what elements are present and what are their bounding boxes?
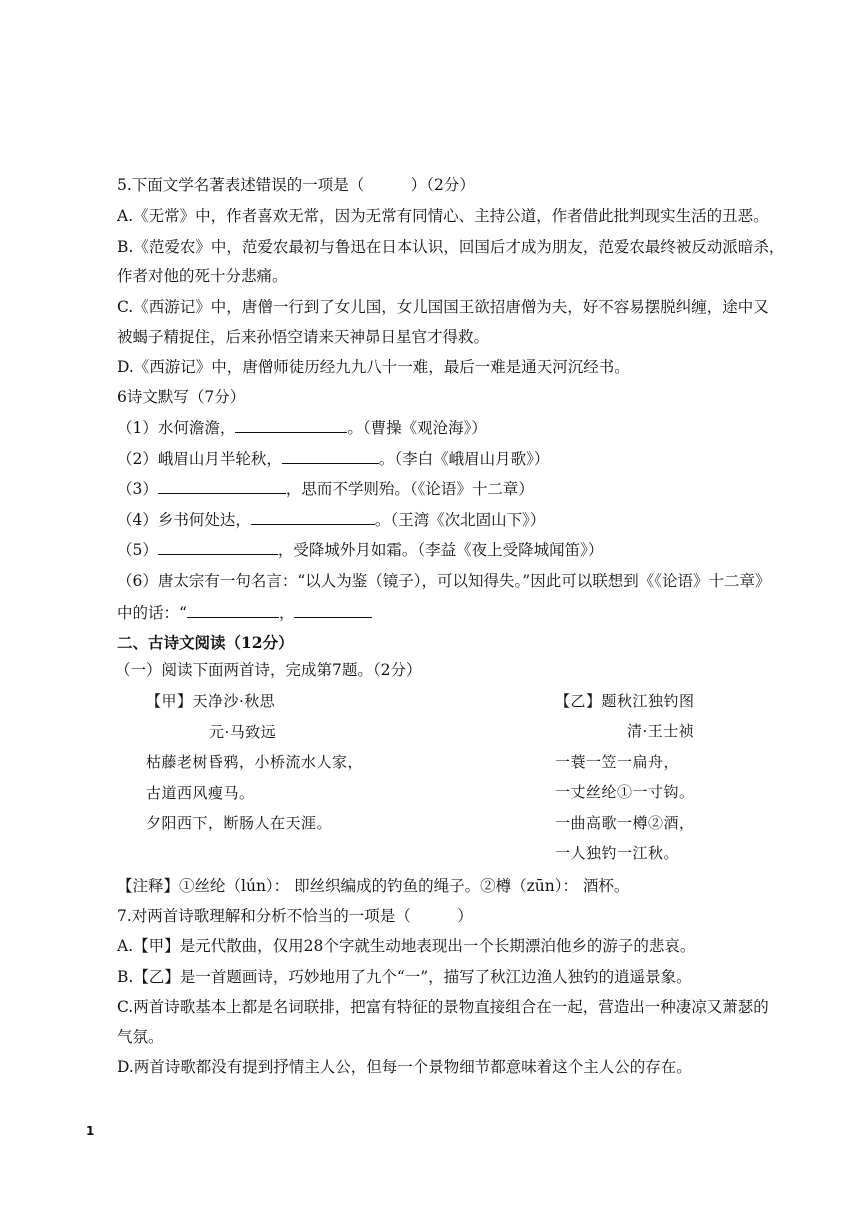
q5-option-c-line1: C.《西游记》中，唐僧一行到了女儿国，女儿国国王欲招唐僧为夫，好不容易摆脱纠缠，途中又 <box>117 298 769 316</box>
answer-blank-6b[interactable] <box>294 603 372 618</box>
poem-b-line-1: 一蓑一笠一扁舟， <box>555 753 680 771</box>
q6-item-1-pre: （1）水何澹澹， <box>117 419 236 437</box>
q6-item-5-post: ，受降城外月如霜。（李益《夜上受降城闻笛》） <box>277 541 604 559</box>
answer-blank-1[interactable] <box>235 418 347 433</box>
q6-item-1-post: 。（曹操《观沧海》） <box>347 419 487 437</box>
poem-b-title: 【乙】题秋江独钓图 <box>555 692 695 710</box>
poem-a-line-1: 枯藤老树昏鸦，小桥流水人家， <box>146 753 364 771</box>
q6-item-3 <box>117 479 534 499</box>
q6-item-4-post: 。（王湾《次北固山下》） <box>374 511 546 529</box>
q6-item-4-pre: （4）乡书何处达， <box>117 511 251 529</box>
poem-b-line-4: 一人独钓一江秋。 <box>555 844 680 862</box>
q6-item-6-line2 <box>117 603 372 623</box>
answer-blank-5[interactable] <box>158 540 278 555</box>
q6-item-1 <box>117 418 487 438</box>
q6-item-5 <box>117 540 603 560</box>
poem-a-title: 【甲】天净沙·秋思 <box>146 692 276 710</box>
q5-stem: 5.下面文学名著表述错误的一项是（ ）（2分） <box>117 176 475 194</box>
q5-option-c-line2: 被蝎子精捉住，后来孙悟空请来天神昴日星官才得救。 <box>117 328 490 346</box>
q6-item-6-pre: 中的话：“ <box>117 604 187 622</box>
poem-a-line-2: 古道西风瘦马。 <box>146 784 255 802</box>
q6-item-3-pre: （3） <box>117 480 158 498</box>
q7-option-b: B.【乙】是一首题画诗，巧妙地用了九个“一”，描写了秋江边渔人独钓的逍遥景象。 <box>117 968 692 986</box>
q6-item-3-post: ，思而不学则殆。（《论语》十二章） <box>285 480 534 498</box>
poem-b-author: 清·王士祯 <box>627 722 695 740</box>
annotation-note: 【注释】①丝纶（lún）： 即丝织编成的钓鱼的绳子。②樽（zūn）： 酒杯。 <box>117 877 630 895</box>
answer-blank-2[interactable] <box>282 449 379 464</box>
poem-a-line-3: 夕阳西下，断肠人在天涯。 <box>146 814 333 832</box>
q7-option-c-line2: 气氛。 <box>117 1028 164 1046</box>
q6-item-2-pre: （2）峨眉山月半轮秋， <box>117 450 282 468</box>
q6-item-6-mid: ， <box>278 604 295 622</box>
q5-option-d: D.《西游记》中，唐僧师徒历经九九八十一难，最后一难是通天河沉经书。 <box>117 358 630 376</box>
q6-item-2-post: 。（李白《峨眉山月歌》） <box>378 450 550 468</box>
poem-b-line-2: 一丈丝纶①一寸钩。 <box>555 783 695 801</box>
answer-blank-3[interactable] <box>158 479 286 494</box>
q5-option-b-line1: B.《范爱农》中，范爱农最初与鲁迅在日本认识，回国后才成为朋友，范爱农最终被反动派暗杀， <box>117 238 785 256</box>
answer-blank-6a[interactable] <box>187 603 279 618</box>
page-number: 1 <box>86 1124 95 1138</box>
q6-item-6-line1: （6）唐太宗有一句名言：“以人为鉴（镜子），可以知得失。”因此可以联想到《《论语》十二章》 <box>117 572 771 590</box>
q7-option-a: A.【甲】是元代散曲，仅用28个字就生动地表现出一个长期漂泊他乡的游子的悲哀。 <box>117 937 696 955</box>
poem-b-line-3: 一曲高歌一樽②酒， <box>555 814 695 832</box>
q6-item-5-pre: （5） <box>117 541 158 559</box>
q5-option-b-line2: 作者对他的死十分悲痛。 <box>117 267 288 285</box>
q6-title: 6诗文默写（7分） <box>117 388 246 406</box>
q5-option-a: A.《无常》中，作者喜欢无常，因为无常有同情心、主持公道，作者借此批判现实生活的丑恶。 <box>117 207 769 225</box>
q6-item-4 <box>117 510 545 530</box>
section2-title: 二、古诗文阅读（12分） <box>117 633 294 652</box>
q7-stem: 7.对两首诗歌理解和分析不恰当的一项是（ ） <box>117 907 473 925</box>
section2-sub: （一）阅读下面两首诗，完成第7题。（2分） <box>115 661 422 679</box>
poem-a-author: 元·马致远 <box>209 723 277 741</box>
q7-option-d: D.两首诗歌都没有提到抒情主人公，但每一个景物细节都意味着这个主人公的存在。 <box>117 1058 692 1076</box>
answer-blank-4[interactable] <box>251 510 375 525</box>
q6-item-2 <box>117 449 549 469</box>
q7-option-c-line1: C.两首诗歌基本上都是名词联排，把富有特征的景物直接组合在一起，营造出一种凄凉又萧瑟的 <box>117 998 769 1016</box>
